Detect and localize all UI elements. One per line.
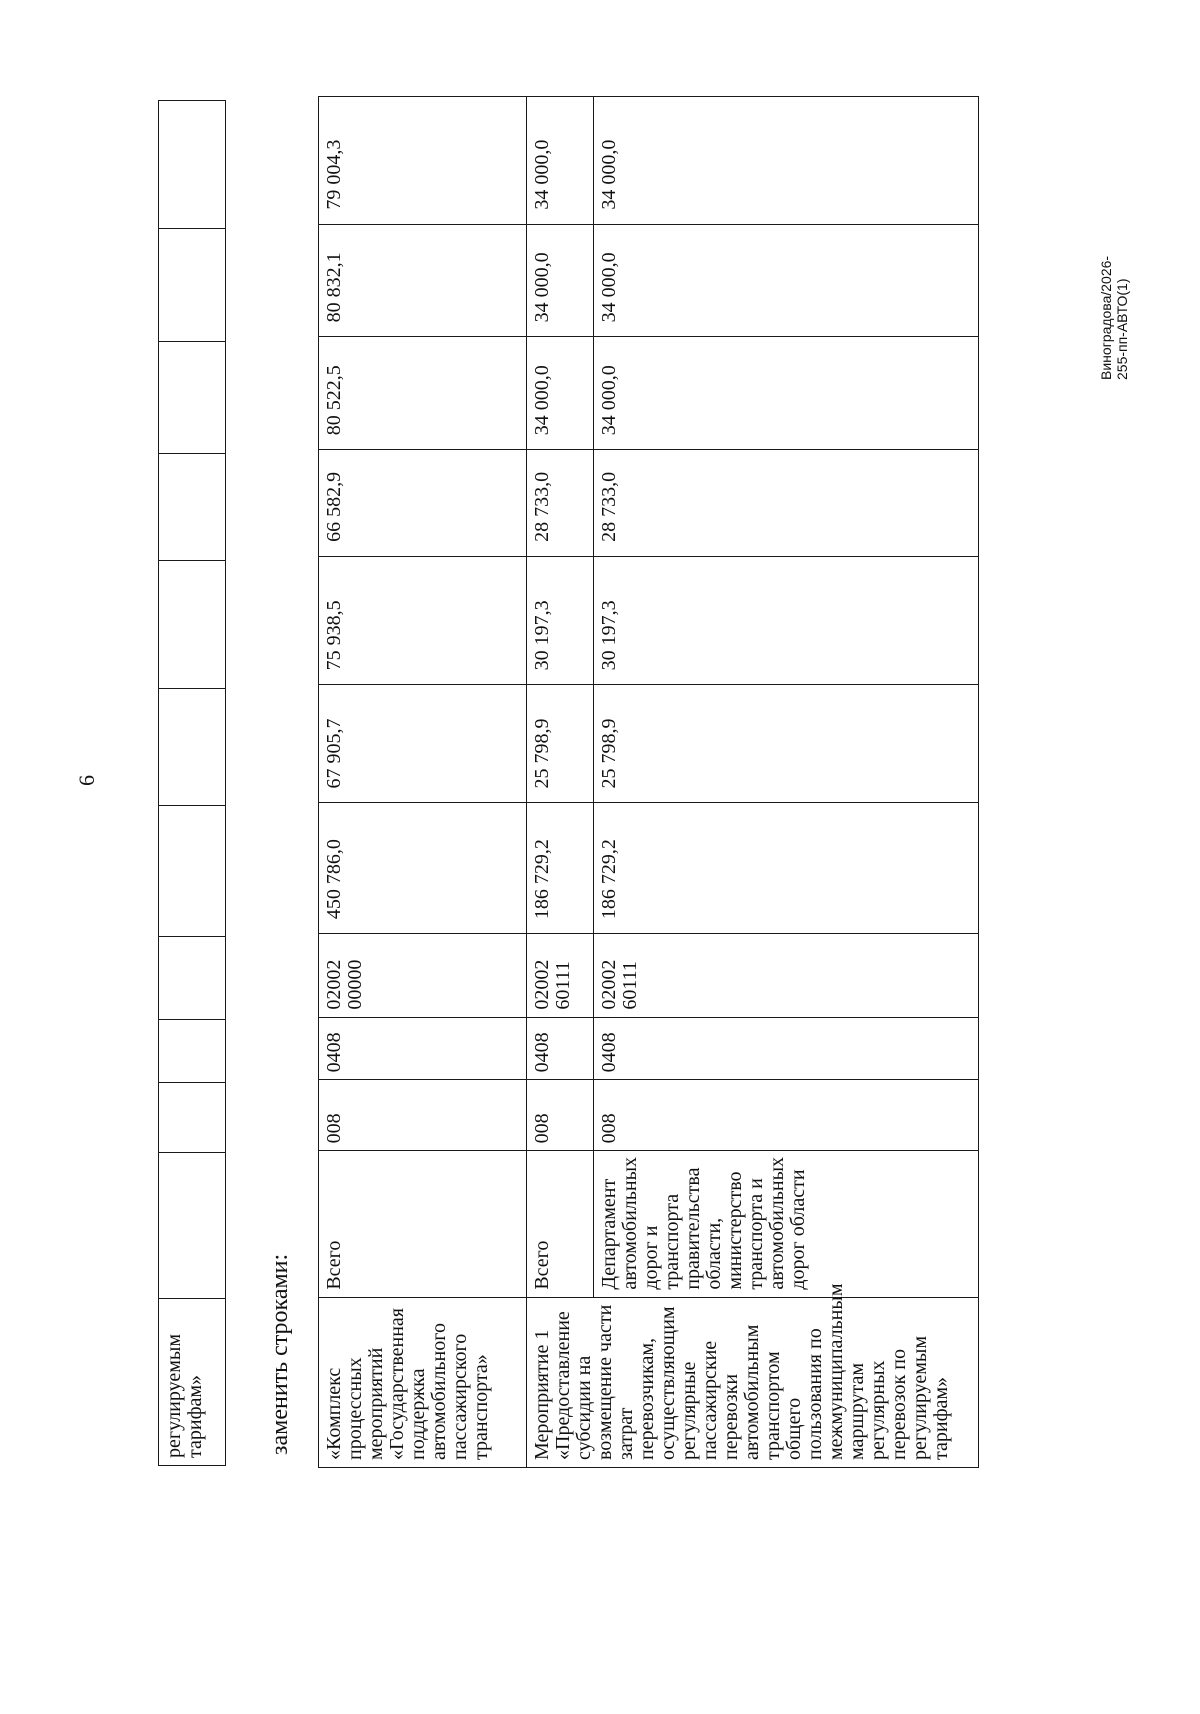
- top-table-cell: [159, 560, 226, 688]
- row-value-cell: 75 938,5: [319, 556, 527, 685]
- row-value-cell: 186 729,2: [527, 803, 594, 934]
- row-rz-cell: 0408: [527, 1017, 594, 1080]
- row-value-cell: 34 000,0: [527, 337, 594, 450]
- table-row-measure-department: [594, 97, 979, 1468]
- row-value-cell: 66 582,9: [319, 450, 527, 557]
- row-value-cell: 80 522,5: [319, 337, 527, 450]
- row-grbs-cell: 008: [527, 1080, 594, 1151]
- top-table-cell: [159, 341, 226, 454]
- top-table-cell: [159, 454, 226, 560]
- row-csr-cell: 02002 60111: [594, 934, 979, 1018]
- row-value-cell: 186 729,2: [594, 803, 979, 934]
- row-name-cell: Мероприятие 1 «Предоставление субсидии на возмещение части затрат перевозчикам, осуществляющим регулярные пассажирские перевозки автомобильным транспортом общего пользования по межмуниципальным маршрутам регулярных перевозок по регулируемым тарифам»: [527, 1297, 979, 1467]
- top-table-cell: [159, 1153, 226, 1299]
- top-table-cell: [159, 1082, 226, 1153]
- row-csr-cell: 02002 60111: [527, 934, 594, 1018]
- row-value-cell: 450 786,0: [319, 803, 527, 934]
- row-value-cell: 34 000,0: [594, 337, 979, 450]
- row-value-cell: 34 000,0: [594, 97, 979, 225]
- row-executor-cell: Всего: [527, 1151, 594, 1297]
- row-value-cell: 30 197,3: [594, 556, 979, 685]
- top-table-cell: [159, 101, 226, 229]
- row-value-cell: 28 733,0: [594, 450, 979, 557]
- row-value-cell: 25 798,9: [527, 685, 594, 803]
- top-table-cell: [159, 229, 226, 342]
- page-number: 6: [74, 775, 99, 786]
- row-name-cell: «Комплекс процессных мероприятий «Государственная поддержка автомобильного пассажирского транспорта»: [319, 1297, 527, 1467]
- main-table: [318, 96, 979, 1468]
- top-table: [158, 100, 226, 1466]
- row-rz-cell: 0408: [319, 1017, 527, 1080]
- footer-file-ref: Виноградова/2026-255-пп-АВТО(1): [1098, 255, 1130, 380]
- row-value-cell: 25 798,9: [594, 685, 979, 803]
- top-table-cell: [159, 688, 226, 806]
- row-value-cell: 79 004,3: [319, 97, 527, 225]
- row-rz-cell: 0408: [594, 1017, 979, 1080]
- intro-text: заменить строками:: [267, 1253, 293, 1455]
- main-table-wrapper: [318, 96, 979, 1468]
- row-executor-cell: Департамент автомобильных дорог и транспорта правительства области, министерство транспорта и автомобильных дорог области: [594, 1151, 979, 1297]
- row-grbs-cell: 008: [594, 1080, 979, 1151]
- top-table-name-cell: регулируемым тарифам»: [159, 1299, 226, 1466]
- row-value-cell: 34 000,0: [594, 224, 979, 337]
- top-table-cell: [159, 1020, 226, 1083]
- top-table-cell: [159, 806, 226, 936]
- row-value-cell: 28 733,0: [527, 450, 594, 557]
- row-value-cell: 30 197,3: [527, 556, 594, 685]
- row-executor-cell: Всего: [319, 1151, 527, 1297]
- row-csr-cell: 02002 00000: [319, 934, 527, 1018]
- row-value-cell: 34 000,0: [527, 224, 594, 337]
- row-value-cell: 80 832,1: [319, 224, 527, 337]
- table-row-measure-total: [527, 97, 594, 1468]
- top-table-wrapper: [158, 100, 226, 1466]
- table-row-complex: [319, 97, 527, 1468]
- row-grbs-cell: 008: [319, 1080, 527, 1151]
- row-value-cell: 34 000,0: [527, 97, 594, 225]
- row-value-cell: 67 905,7: [319, 685, 527, 803]
- top-table-cell: [159, 936, 226, 1019]
